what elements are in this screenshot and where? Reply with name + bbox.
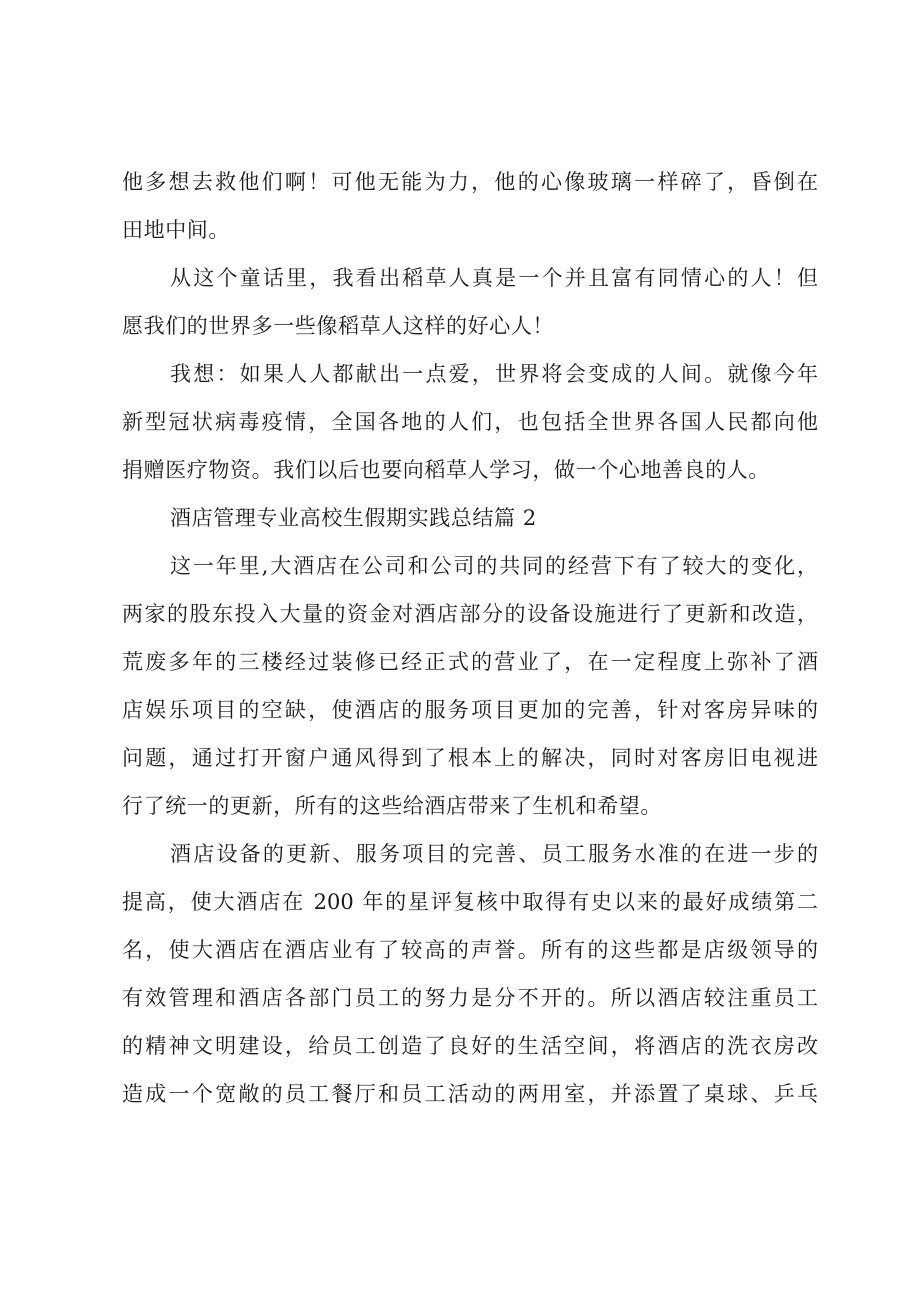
- text-line: 行了统一的更新，所有的这些给酒店带来了生机和希望。: [122, 794, 662, 818]
- text-line: 造成一个宽敞的员工餐厅和员工活动的两用室，并添置了桌球、乒乓: [122, 1082, 818, 1106]
- text-line: 愿我们的世界多一些像稻草人这样的好心人！: [122, 314, 554, 338]
- section-heading: 酒店管理专业高校生假期实践总结篇 2: [170, 506, 537, 530]
- text-line: 这一年里,大酒店在公司和公司的共同的经营下有了较大的变化，: [170, 554, 818, 578]
- text-line: 提高，使大酒店在 200 年的星评复核中取得有史以来的最好成绩第二: [122, 890, 818, 914]
- text-line: 他多想去救他们啊！可他无能为力，他的心像玻璃一样碎了，昏倒在: [122, 170, 818, 194]
- text-line: 我想：如果人人都献出一点爱，世界将会变成的人间。就像今年: [170, 362, 818, 386]
- text-line: 的精神文明建设，给员工创造了良好的生活空间，将酒店的洗衣房改: [122, 1034, 818, 1058]
- text-line: 两家的股东投入大量的资金对酒店部分的设备设施进行了更新和改造，: [122, 602, 818, 626]
- text-line: 问题，通过打开窗户通风得到了根本上的解决，同时对客房旧电视进: [122, 746, 818, 770]
- text-line: 从这个童话里，我看出稻草人真是一个并且富有同情心的人！但: [170, 266, 818, 290]
- text-line: 有效管理和酒店各部门员工的努力是分不开的。所以酒店较注重员工: [122, 986, 818, 1010]
- text-line: 荒废多年的三楼经过装修已经正式的营业了，在一定程度上弥补了酒: [122, 650, 818, 674]
- text-line: 名，使大酒店在酒店业有了较高的声誉。所有的这些都是店级领导的: [122, 938, 818, 962]
- text-line: 店娱乐项目的空缺，使酒店的服务项目更加的完善，针对客房异味的: [122, 698, 818, 722]
- text-line: 田地中间。: [122, 218, 230, 242]
- text-line: 捐赠医疗物资。我们以后也要向稻草人学习，做一个心地善良的人。: [122, 458, 770, 482]
- text-line: 新型冠状病毒疫情，全国各地的人们，也包括全世界各国人民都向他: [122, 410, 818, 434]
- text-line: 酒店设备的更新、服务项目的完善、员工服务水准的在进一步的: [170, 842, 818, 866]
